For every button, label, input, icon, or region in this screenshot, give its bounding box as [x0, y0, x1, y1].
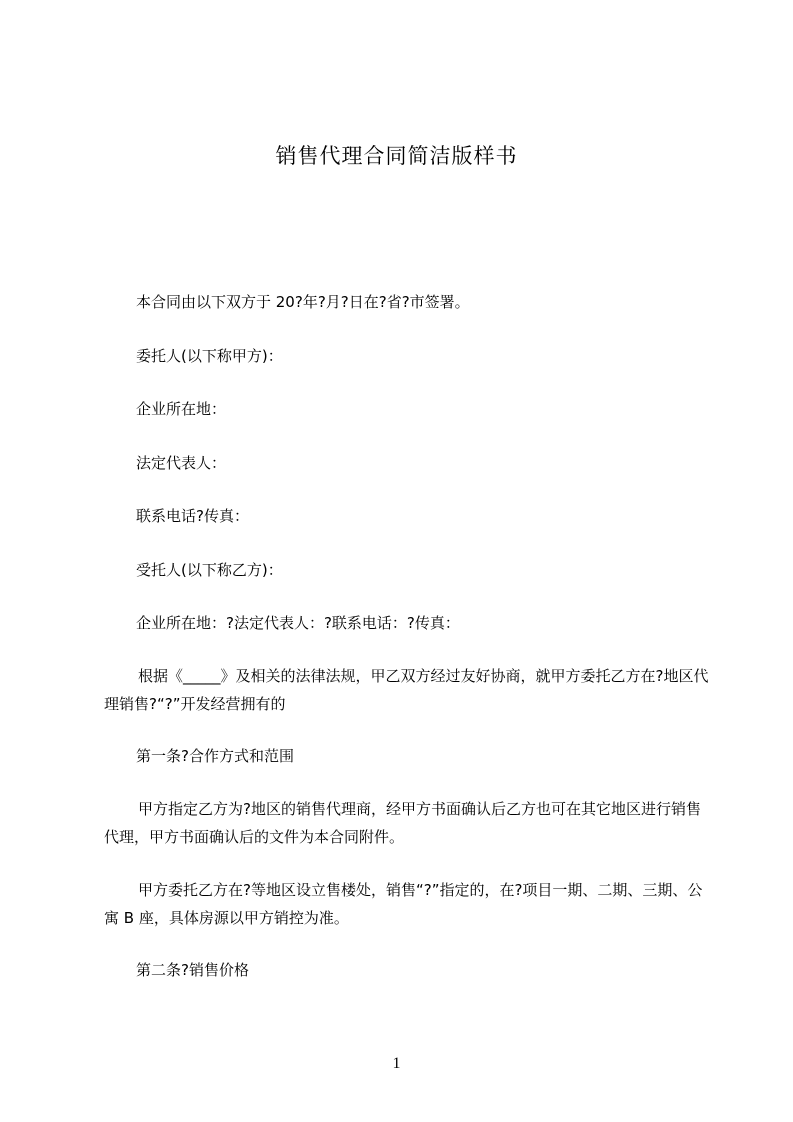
- page-number: 1: [392, 1055, 401, 1072]
- article-one-heading: 第一条?合作方式和范围: [136, 747, 294, 765]
- paragraph-agent: 受托人(以下称乙方)：: [136, 561, 283, 579]
- paragraph-principal-contact: 联系电话?传真：: [136, 507, 249, 525]
- paragraph-signing: 本合同由以下双方于 20?年?月?日在?省?市签署。: [136, 293, 470, 311]
- paragraph-principal: 委托人(以下称甲方)：: [136, 347, 283, 365]
- paragraph-designation: 甲方指定乙方为?地区的销售代理商，经甲方书面确认后乙方也可在其它地区进行销售代理，甲方书面确认后的文件为本合同附件。: [104, 800, 701, 846]
- document-title: 销售代理合同简洁版样书: [275, 144, 518, 168]
- article-two-heading: 第二条?销售价格: [136, 961, 249, 979]
- paragraph-principal-address: 企业所在地：: [136, 400, 227, 418]
- paragraph-sales-office: 甲方委托乙方在?等地区设立售楼处，销售“?”指定的，在?项目一期、二期、三期、公寓 B 座，具体房源以甲方销控为准。: [104, 881, 703, 927]
- paragraph-basis: 根据《_____》及相关的法律法规，甲乙双方经过友好协商，就甲方委托乙方在?地区代理销售?“?”开发经营拥有的: [104, 667, 709, 713]
- paragraph-principal-representative: 法定代表人：: [136, 454, 227, 472]
- paragraph-agent-details: 企业所在地：?法定代表人：?联系电话：?传真：: [136, 614, 460, 632]
